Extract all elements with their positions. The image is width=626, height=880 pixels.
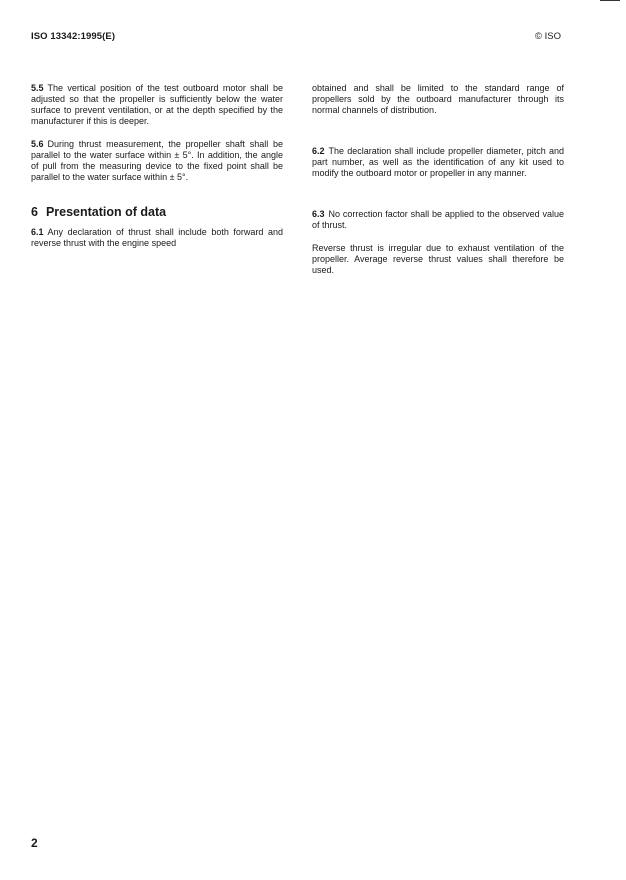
clause-number: 5.6 <box>31 139 44 149</box>
corner-rule <box>600 0 620 1</box>
clause-6-1 <box>31 227 283 249</box>
clause-5-5 <box>31 83 283 127</box>
section-heading <box>31 205 283 219</box>
clause-number: 5.5 <box>31 83 44 93</box>
clause-number: 6.2 <box>312 146 325 156</box>
clause-6-3-paragraph-2 <box>312 243 564 276</box>
clause-text: The vertical position of the test outboard motor shall be adjusted so that the propeller is sufficiently below the water surface to prevent ventilation, or at the depth specified by the manufacturer if this is deeper. <box>31 83 283 126</box>
clause-6-2 <box>312 146 564 179</box>
clause-number: 6.3 <box>312 209 325 219</box>
clause-text: obtained and shall be limited to the standard range of propellers sold by the outboard manufacturer through its normal channels of distribution. <box>312 83 564 115</box>
clause-text: No correction factor shall be applied to the observed value of thrust. <box>312 209 564 230</box>
copyright-notice: © ISO <box>535 31 562 42</box>
clause-text: The declaration shall include propeller diameter, pitch and part number, as well as the identification of any kit used to modify the outboard motor or propeller in any manner. <box>312 146 564 178</box>
clause-text: Reverse thrust is irregular due to exhaust ventilation of the propeller. Average reverse thrust values shall therefore be used. <box>312 243 564 275</box>
left-column <box>31 83 283 249</box>
clause-6-3 <box>312 209 564 231</box>
standard-id: ISO 13342:1995(E) <box>31 31 116 42</box>
right-column <box>312 83 564 276</box>
page-number: 2 <box>31 836 38 850</box>
clause-text: Any declaration of thrust shall include both forward and reverse thrust with the engine speed <box>31 227 283 248</box>
section-number: 6 <box>31 205 38 219</box>
clause-5-6 <box>31 139 283 183</box>
clause-number: 6.1 <box>31 227 44 237</box>
clause-6-1-continued <box>312 83 564 116</box>
clause-text: During thrust measurement, the propeller shaft shall be parallel to the water surface within ± 5°. In addition, the angle of pull from the measuring device to the fixed point shall be parallel to the water surface within ± 5°. <box>31 139 283 182</box>
section-title: Presentation of data <box>45 205 167 219</box>
